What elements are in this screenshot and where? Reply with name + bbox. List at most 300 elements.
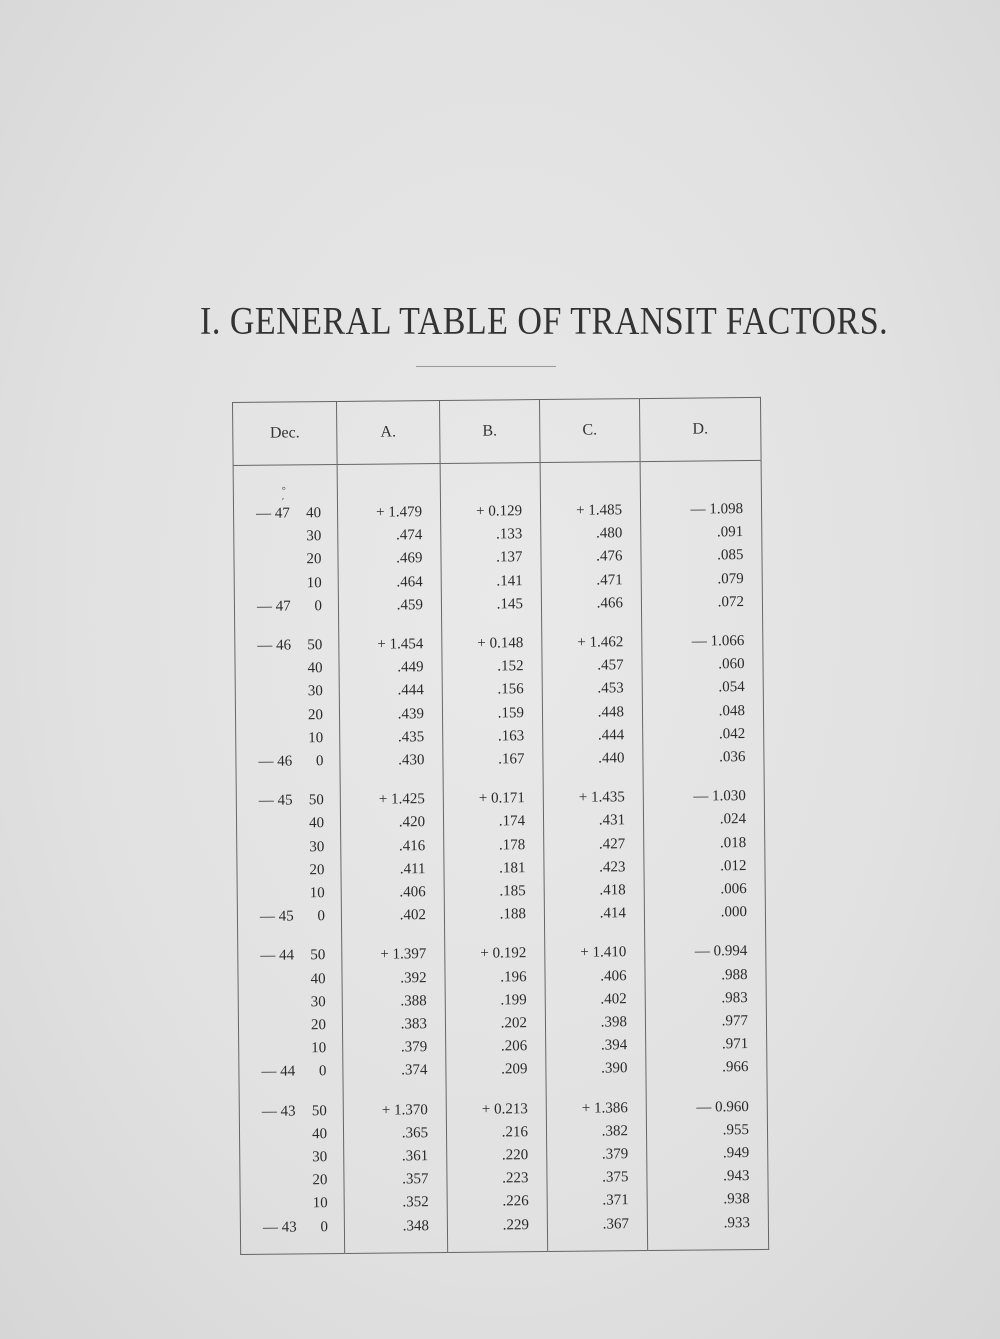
dec-cell: [237, 788, 340, 813]
value-cell-a: [344, 1121, 446, 1146]
factor-value: .163: [497, 728, 525, 745]
value-cell-a: [342, 942, 444, 967]
factor-value: .226: [502, 1193, 529, 1210]
dec-minutes: 30: [310, 993, 326, 1011]
factor-value: .440: [598, 750, 625, 767]
factor-value: .406: [399, 884, 426, 901]
factor-value: .167: [498, 751, 525, 768]
dec-cell: [239, 1059, 342, 1084]
value-cell-b: [444, 786, 543, 811]
value-cell-c: [541, 521, 640, 546]
factor-value: .453: [597, 680, 624, 697]
factor-value: .145: [496, 596, 524, 613]
dec-cell: [240, 1168, 343, 1193]
value-cell-b: [442, 654, 541, 679]
factor-value: .402: [600, 991, 627, 1008]
value-cell-c: [541, 544, 640, 569]
dec-minutes: 40: [307, 660, 323, 677]
value-cell-b: [445, 941, 544, 966]
factor-value: .178: [498, 836, 526, 854]
factor-value: — 1.066: [691, 633, 745, 650]
factor-value: + 1.462: [577, 634, 624, 651]
value-cell-d: [644, 807, 764, 832]
factor-value: .394: [600, 1037, 628, 1054]
factor-value: .185: [499, 883, 526, 900]
factor-value: .181: [499, 860, 526, 877]
factor-value: + 0.148: [477, 635, 524, 652]
c-column: [540, 462, 648, 1252]
factor-value: .079: [717, 570, 744, 587]
value-cell-b: [442, 592, 541, 617]
factor-value: .202: [500, 1015, 528, 1032]
dec-minutes: 10: [312, 1195, 328, 1212]
factor-value: .199: [500, 991, 527, 1009]
dec-minutes: 30: [309, 838, 325, 855]
dec-minutes: 10: [309, 885, 325, 902]
factor-value: .206: [500, 1038, 528, 1055]
factor-value: .933: [723, 1214, 750, 1231]
dec-degrees: — 45: [258, 792, 293, 809]
value-cell-d: [648, 1187, 768, 1212]
dec-cell: [235, 571, 338, 596]
value-cell-b: [443, 747, 542, 772]
dec-minutes: 30: [312, 1149, 328, 1166]
value-cell-c: [546, 987, 645, 1012]
value-cell-d: [644, 831, 764, 856]
value-cell-b: [443, 724, 542, 749]
value-cell-b: [446, 1057, 545, 1082]
value-cell-c: [541, 498, 640, 523]
factor-value: .430: [398, 752, 425, 769]
dec-degrees: — 46: [258, 753, 293, 770]
dec-minutes: 30: [306, 528, 322, 545]
factor-value: .006: [720, 881, 747, 898]
value-cell-a: [341, 787, 443, 812]
value-cell-d: [642, 652, 762, 677]
value-cell-d: [642, 567, 762, 592]
factor-value: .474: [395, 527, 423, 544]
factor-value: + 0.129: [476, 503, 523, 520]
value-cell-b: [446, 988, 545, 1013]
factor-value: — 0.994: [694, 943, 748, 960]
value-cell-c: [547, 1119, 646, 1144]
factor-value: — 1.098: [690, 501, 744, 518]
value-cell-c: [543, 746, 642, 771]
value-cell-a: [340, 678, 442, 703]
value-cell-d: [643, 675, 763, 700]
value-cell-c: [545, 878, 644, 903]
dec-minutes: 40: [311, 1125, 328, 1143]
factor-value: .435: [397, 728, 425, 746]
factor-value: .977: [721, 1013, 749, 1030]
factor-value: .375: [602, 1169, 629, 1186]
dec-cell: [237, 835, 340, 860]
factor-value: .457: [597, 657, 624, 674]
dec-cell: [238, 943, 341, 968]
dec-minutes: 0: [314, 597, 323, 615]
value-cell-a: [338, 500, 440, 525]
value-cell-c: [548, 1212, 647, 1237]
factor-value: .392: [400, 969, 427, 987]
factor-value: .072: [717, 593, 745, 611]
value-cell-d: [648, 1210, 768, 1235]
value-cell-b: [446, 1034, 545, 1059]
value-cell-a: [344, 1144, 446, 1169]
value-cell-d: [645, 962, 765, 987]
value-cell-c: [542, 568, 641, 593]
d-column: [640, 460, 769, 1250]
factor-value: .174: [498, 813, 526, 830]
value-cell-d: [643, 699, 763, 724]
factor-value: + 1.454: [377, 636, 424, 653]
value-cell-c: [547, 1096, 646, 1121]
dec-cell: [234, 524, 337, 549]
value-cell-d: [645, 939, 765, 964]
factor-value: .229: [502, 1216, 529, 1234]
factor-value: .024: [719, 811, 747, 828]
factor-value: .357: [402, 1171, 429, 1188]
value-cell-d: [641, 543, 761, 568]
factor-value: .411: [399, 860, 426, 878]
factor-value: .365: [401, 1124, 429, 1142]
value-cell-b: [447, 1166, 546, 1191]
dec-minutes: 0: [320, 1218, 328, 1235]
value-cell-c: [544, 808, 643, 833]
factor-value: .382: [601, 1123, 629, 1140]
factor-value: .390: [601, 1060, 628, 1077]
value-cell-d: [645, 877, 765, 902]
dec-cell: [235, 594, 338, 619]
dec-cell: [236, 726, 339, 751]
dec-degrees: — 46: [257, 637, 292, 654]
value-cell-a: [342, 903, 444, 928]
value-cell-d: [643, 745, 763, 770]
factor-value: .141: [496, 572, 523, 590]
value-cell-a: [339, 632, 441, 657]
value-cell-a: [345, 1214, 447, 1239]
value-cell-b: [447, 1143, 546, 1168]
factor-value: .402: [399, 907, 427, 924]
value-cell-c: [544, 785, 643, 810]
value-cell-b: [443, 701, 542, 726]
dec-minutes: 10: [308, 729, 324, 747]
value-cell-b: [447, 1120, 546, 1145]
header-d: D.: [639, 397, 761, 461]
header-c: C.: [539, 399, 640, 463]
value-cell-c: [543, 676, 642, 701]
factor-value: .988: [721, 966, 748, 983]
factor-value: .938: [723, 1191, 750, 1208]
factor-value: + 1.410: [580, 944, 627, 962]
factor-value: .398: [600, 1014, 628, 1031]
value-cell-a: [343, 1012, 445, 1037]
factor-value: .042: [718, 725, 746, 743]
factor-value: .054: [718, 679, 745, 696]
value-cell-b: [441, 499, 540, 524]
dec-cell: [236, 679, 339, 704]
factor-value: + 0.213: [481, 1100, 528, 1118]
dec-minutes: 20: [307, 706, 324, 723]
value-cell-b: [448, 1189, 547, 1214]
dec-cell: [238, 967, 341, 992]
factor-value: .444: [397, 682, 424, 699]
factor-value: .406: [600, 967, 627, 985]
header-a: A.: [337, 401, 441, 465]
value-cell-d: [644, 784, 764, 809]
dec-cell: [236, 703, 339, 728]
dec-degrees: — 47: [255, 505, 290, 522]
factor-value: .444: [597, 727, 625, 744]
value-cell-d: [646, 1009, 766, 1034]
transit-factors-table: [232, 397, 769, 1255]
value-cell-c: [545, 940, 644, 965]
dec-minutes: 20: [310, 1017, 327, 1034]
dec-cell: [234, 547, 337, 572]
factor-value: + 0.171: [478, 790, 525, 807]
value-cell-b: [441, 545, 540, 570]
dec-degrees: — 45: [259, 908, 294, 925]
dec-degrees: — 43: [262, 1219, 297, 1236]
dec-cell: [234, 501, 337, 526]
dec-minutes: 0: [318, 1063, 327, 1080]
dec-units-label: ° ′: [281, 485, 304, 508]
value-cell-c: [542, 591, 641, 616]
value-cell-d: [647, 1118, 767, 1143]
value-cell-c: [547, 1165, 646, 1190]
body-row: [233, 460, 769, 1254]
dec-cell: [235, 633, 338, 658]
dec-cell: [241, 1215, 344, 1240]
factor-value: .196: [500, 968, 527, 986]
b-column: [440, 463, 548, 1253]
value-cell-a: [341, 857, 443, 882]
value-cell-c: [545, 964, 644, 989]
value-cell-c: [543, 700, 642, 725]
factor-value: + 1.370: [381, 1101, 428, 1119]
value-cell-b: [442, 631, 541, 656]
value-cell-a: [340, 702, 442, 727]
dec-cell: [237, 811, 340, 836]
factor-value: .060: [718, 656, 745, 673]
factor-value: .379: [601, 1146, 629, 1163]
factor-value: .983: [721, 989, 748, 1007]
value-cell-a: [344, 1167, 446, 1192]
value-cell-b: [448, 1213, 547, 1238]
factor-value: .383: [400, 1016, 428, 1033]
value-cell-d: [645, 900, 765, 925]
dec-cell: [240, 1145, 343, 1170]
dec-cell: [239, 990, 342, 1015]
factor-value: .448: [597, 703, 625, 721]
factor-value: .466: [596, 595, 624, 612]
value-cell-d: [646, 986, 766, 1011]
value-cell-c: [543, 723, 642, 748]
title-divider: [416, 366, 556, 367]
dec-minutes: 50: [311, 1102, 327, 1119]
dec-minutes: 10: [311, 1040, 327, 1057]
header-b: B.: [439, 400, 540, 464]
value-cell-b: [442, 569, 541, 594]
dec-cell: [235, 656, 338, 681]
page-title: I. GENERAL TABLE OF TRANSIT FACTORS.: [200, 300, 889, 343]
value-cell-b: [443, 677, 542, 702]
factor-value: .133: [495, 526, 523, 543]
value-cell-c: [548, 1188, 647, 1213]
value-cell-b: [445, 879, 544, 904]
a-column: [337, 464, 448, 1254]
dec-degrees: — 47: [256, 598, 291, 615]
value-cell-d: [642, 629, 762, 654]
value-cell-a: [343, 1035, 445, 1060]
factor-value: .374: [401, 1062, 428, 1079]
dec-cell: [240, 1122, 343, 1147]
factor-value: .480: [595, 525, 623, 542]
value-cell-d: [642, 590, 762, 615]
value-cell-d: [646, 1032, 766, 1057]
value-cell-c: [547, 1142, 646, 1167]
value-cell-a: [341, 834, 443, 859]
value-cell-a: [338, 523, 440, 548]
factor-value: .416: [398, 837, 426, 855]
value-cell-a: [343, 1058, 445, 1083]
dec-minutes: 40: [305, 505, 322, 522]
value-cell-a: [339, 570, 441, 595]
dec-cell: [237, 858, 340, 883]
factor-value: .036: [719, 749, 746, 766]
factor-value: + 1.485: [576, 502, 623, 519]
dec-minutes: 20: [306, 551, 322, 568]
dec-cell: [236, 749, 339, 774]
value-cell-c: [546, 1010, 645, 1035]
value-cell-d: [646, 1055, 766, 1080]
dec-cell: [239, 1013, 342, 1038]
factor-value: .943: [723, 1168, 750, 1185]
value-cell-b: [444, 809, 543, 834]
dec-minutes: 10: [306, 574, 322, 591]
value-cell-d: [643, 722, 763, 747]
value-cell-c: [546, 1033, 645, 1058]
dec-column: [233, 464, 345, 1254]
dec-cell: [239, 1036, 342, 1061]
dec-cell: [240, 1099, 343, 1124]
factor-value: .431: [598, 812, 626, 829]
dec-minutes: 40: [310, 970, 326, 987]
factor-value: .348: [402, 1217, 429, 1234]
dec-minutes: 0: [317, 908, 326, 925]
dec-cell: [238, 904, 341, 929]
factor-value: .459: [396, 596, 424, 614]
dec-minutes: 0: [315, 753, 324, 770]
factor-value: .388: [400, 992, 427, 1010]
factor-value: .379: [400, 1039, 428, 1056]
factor-value: .439: [397, 705, 425, 723]
factor-value: — 1.030: [693, 788, 746, 805]
value-cell-b: [444, 833, 543, 858]
dec-degrees: — 44: [261, 1063, 296, 1081]
dec-minutes: 50: [310, 947, 326, 964]
factor-value: .209: [501, 1061, 528, 1078]
factor-value: .156: [497, 681, 524, 698]
value-cell-a: [344, 1098, 446, 1123]
value-cell-a: [340, 725, 442, 750]
value-cell-a: [338, 546, 440, 571]
factor-value: .216: [501, 1123, 529, 1141]
value-cell-a: [342, 966, 444, 991]
factor-value: .414: [599, 905, 627, 922]
factor-value: .091: [716, 524, 744, 541]
factor-value: .371: [602, 1192, 629, 1209]
value-cell-c: [545, 901, 644, 926]
factor-value: .423: [599, 859, 626, 876]
factor-value: .159: [497, 704, 525, 722]
dec-cell: [238, 881, 341, 906]
dec-cell: [241, 1191, 344, 1216]
factor-value: .085: [717, 547, 744, 564]
factor-value: .971: [721, 1036, 749, 1053]
dec-degrees: — 44: [260, 947, 295, 965]
factor-value: .367: [602, 1215, 629, 1233]
factor-value: .012: [720, 857, 747, 875]
factor-value: + 1.386: [581, 1099, 628, 1117]
value-cell-c: [544, 855, 643, 880]
factor-value: .188: [499, 906, 527, 923]
dec-minutes: 20: [309, 861, 325, 879]
value-cell-a: [341, 810, 443, 835]
value-cell-d: [641, 497, 761, 522]
factor-value: + 0.192: [480, 945, 527, 963]
value-cell-c: [544, 832, 643, 857]
value-cell-d: [647, 1141, 767, 1166]
value-cell-b: [445, 965, 544, 990]
value-cell-b: [445, 902, 544, 927]
header-row: [233, 397, 762, 465]
factor-value: .048: [718, 702, 746, 719]
factor-value: + 1.435: [578, 789, 625, 806]
value-cell-a: [345, 1190, 447, 1215]
value-cell-a: [339, 593, 441, 618]
dec-minutes: 50: [308, 792, 324, 809]
factor-value: .223: [502, 1170, 529, 1187]
value-cell-d: [647, 1164, 767, 1189]
factor-value: + 1.479: [376, 504, 423, 521]
value-cell-c: [546, 1056, 645, 1081]
factor-value: .018: [719, 834, 747, 851]
value-cell-c: [542, 653, 641, 678]
factor-value: .352: [402, 1194, 429, 1211]
factor-value: — 0.960: [696, 1098, 749, 1116]
factor-value: .449: [397, 659, 424, 676]
transit-factors-table-wrap: [232, 397, 768, 1254]
factor-value: .949: [722, 1145, 750, 1162]
dec-minutes: 50: [307, 637, 323, 654]
factor-value: .955: [722, 1121, 750, 1139]
value-cell-a: [340, 748, 442, 773]
factor-value: + 1.397: [380, 946, 427, 963]
factor-value: .471: [596, 571, 623, 589]
value-cell-d: [647, 1094, 767, 1119]
factor-value: + 1.425: [378, 791, 425, 808]
factor-value: .220: [501, 1147, 529, 1164]
factor-value: .469: [396, 550, 423, 567]
header-dec: Dec.: [233, 401, 338, 465]
value-cell-a: [343, 989, 445, 1014]
factor-value: .427: [598, 835, 626, 853]
factor-value: .420: [398, 814, 426, 831]
value-cell-b: [446, 1011, 545, 1036]
factor-value: .137: [496, 549, 523, 566]
factor-value: .464: [396, 573, 423, 591]
value-cell-d: [644, 854, 764, 879]
